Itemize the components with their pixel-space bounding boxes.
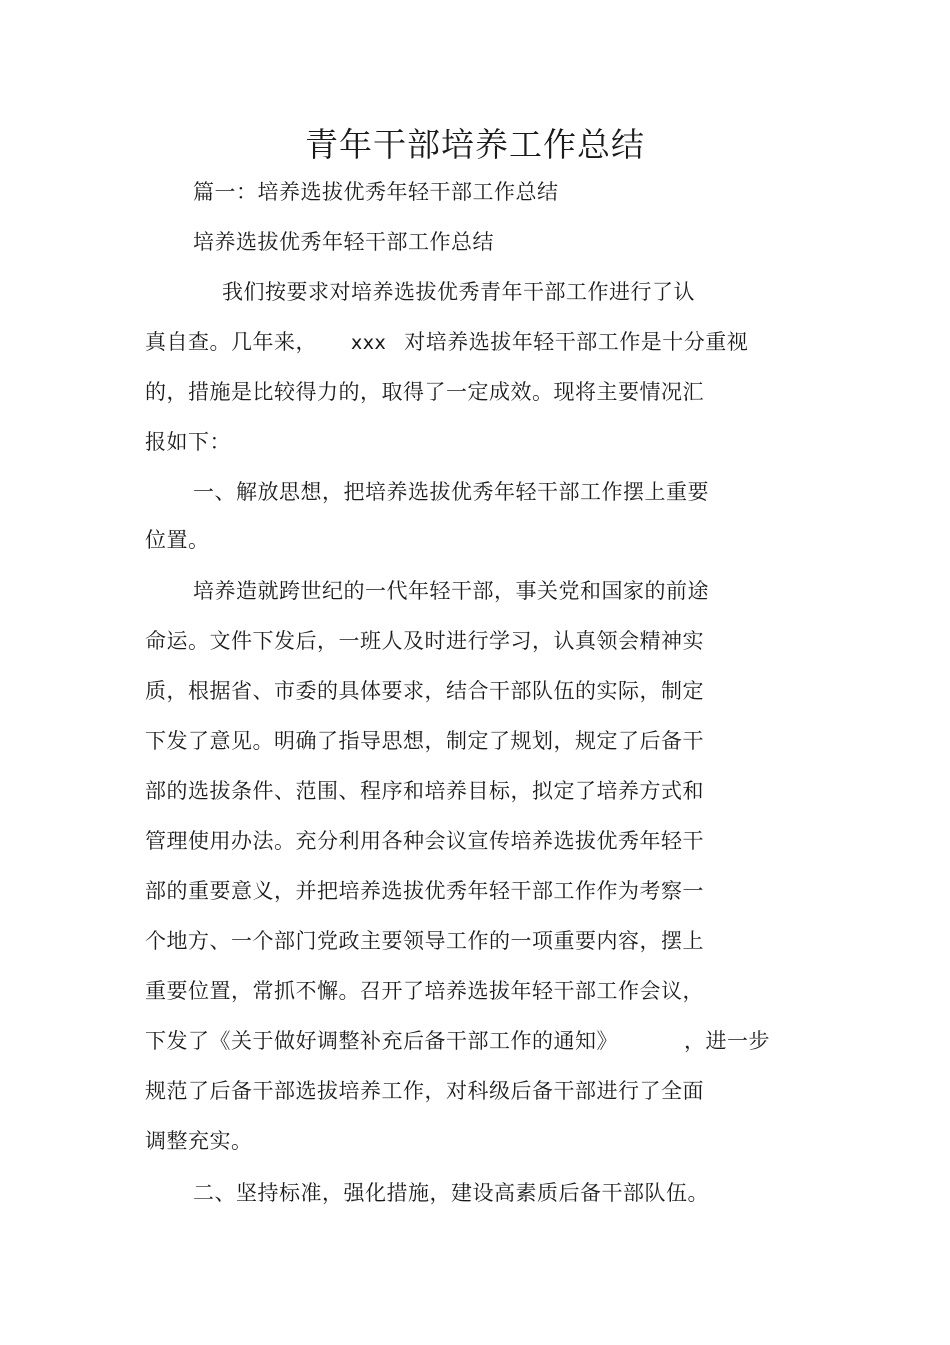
paragraph-line: 重要位置，常抓不懈。召开了培养选拔年轻干部工作会议， — [145, 979, 704, 1003]
document-title: 青年干部培养工作总结 — [305, 125, 645, 164]
paragraph-line: 质，根据省、市委的具体要求，结合干部队伍的实际，制定 — [145, 679, 704, 703]
section-title-1: 一、解放思想，把培养选拔优秀年轻干部工作摆上重要 — [193, 480, 709, 504]
text-run: ，进一步 — [684, 1029, 770, 1053]
section-title-1-cont: 位置。 — [145, 528, 210, 552]
paragraph-line: 报如下： — [145, 430, 231, 454]
text-run: xxx — [351, 332, 387, 354]
paragraph-line: 调整充实。 — [145, 1129, 253, 1153]
paragraph-line: 部的重要意义，并把培养选拔优秀年轻干部工作作为考察一 — [145, 879, 704, 903]
document-subtitle: 篇一：培养选拔优秀年轻干部工作总结 — [193, 180, 559, 204]
paragraph-line: 下发了意见。明确了指导思想，制定了规划，规定了后备干 — [145, 729, 704, 753]
paragraph-line: 管理使用办法。充分利用各种会议宣传培养选拔优秀年轻干 — [145, 829, 704, 853]
text-run: 下发了《关于做好调整补充后备干部工作的通知》 — [145, 1029, 618, 1053]
paragraph-line — [145, 327, 748, 358]
paragraph-line — [145, 1026, 770, 1056]
text-run: 对培养选拔年轻干部工作是十分重视 — [404, 330, 749, 354]
paragraph-line: 部的选拔条件、范围、程序和培养目标，拟定了培养方式和 — [145, 779, 704, 803]
paragraph-line: 我们按要求对培养选拔优秀青年干部工作进行了认 — [222, 280, 695, 304]
paragraph-line: 的，措施是比较得力的，取得了一定成效。现将主要情况汇 — [145, 380, 704, 404]
section-heading: 培养选拔优秀年轻干部工作总结 — [193, 230, 494, 254]
paragraph-line: 规范了后备干部选拔培养工作，对科级后备干部进行了全面 — [145, 1079, 704, 1103]
paragraph-line: 个地方、一个部门党政主要领导工作的一项重要内容，摆上 — [145, 929, 704, 953]
paragraph-line: 命运。文件下发后，一班人及时进行学习，认真领会精神实 — [145, 629, 704, 653]
section-title-2: 二、坚持标准，强化措施，建设高素质后备干部队伍。 — [193, 1181, 709, 1205]
paragraph-line: 培养造就跨世纪的一代年轻干部，事关党和国家的前途 — [193, 579, 709, 603]
text-run: 真自查。几年来， — [145, 330, 317, 354]
